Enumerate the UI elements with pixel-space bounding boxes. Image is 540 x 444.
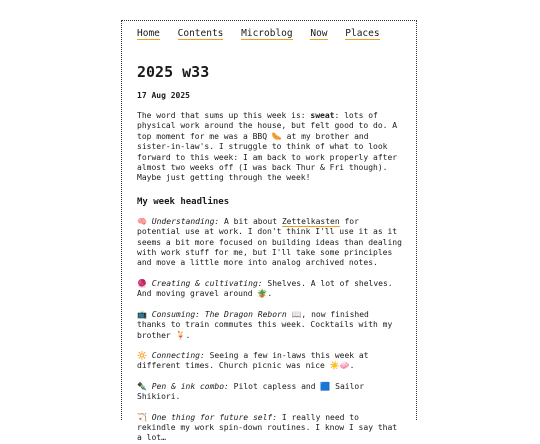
headline-creating: [137, 279, 402, 300]
tv-icon: 📺: [137, 309, 147, 319]
yarn-icon: 🧶: [137, 278, 147, 288]
headline-text: for potential use at work. I don't think I'll use it as it seems a bit more focused on building ideas than dealing with work stuff for me, but I'll take some principles and move a little more into analog archived notes.: [137, 216, 402, 268]
headline-consuming: [137, 310, 402, 341]
nav-now[interactable]: Now: [310, 28, 328, 39]
headline-text: I really need to rekindle my work spin-down routines. I know I say that a lot…: [137, 412, 398, 443]
page-container: [121, 20, 417, 443]
headline-text: 📖, now finished thanks to train commutes this week. Cocktails with my brother 🍹.: [137, 309, 393, 340]
headline-label: Creating & cultivating:: [151, 278, 263, 288]
brain-icon: 🧠: [137, 216, 147, 226]
headline-label: Pen & ink combo:: [151, 381, 229, 391]
post-date: 17 Aug 2025: [137, 91, 190, 100]
intro-paragraph: [137, 111, 402, 184]
headline-connecting: [137, 351, 402, 372]
intro-pre: The word that sums up this week is:: [137, 111, 311, 120]
headline-label: Connecting:: [151, 350, 205, 360]
headline-text-pre: A bit about: [219, 216, 282, 226]
section-title: My week headlines: [137, 196, 230, 207]
pen-icon: ✒️: [137, 381, 147, 391]
headline-label: Consuming: The Dragon Reborn: [151, 309, 287, 319]
nav-contents[interactable]: Contents: [177, 28, 224, 39]
top-nav: [137, 28, 402, 39]
headline-label: Understanding:: [151, 216, 220, 226]
headline-understanding: [137, 217, 402, 269]
headline-text: Pilot capless and 🟦 Sailor Shikiori.: [137, 381, 365, 402]
intro-bold: sweat: [310, 111, 335, 120]
nav-home[interactable]: Home: [137, 28, 160, 39]
headline-label: One thing for future self:: [151, 412, 278, 422]
nav-microblog[interactable]: Microblog: [241, 28, 293, 39]
sun-icon: 🔆: [137, 350, 147, 360]
intro-rest: : lots of physical work around the house, but felt good to do. A top moment for me was a BBQ 🌭 at my brother and sister-in-law's. I struggle to think of what to look forward to this week: I am back to work properly after almost two weeks off (I was back Thur & Fri though). Maybe just getting through the week!: [137, 111, 398, 183]
headline-text: Shelves. A lot of shelves. And moving gravel around 🪴.: [137, 278, 393, 299]
headline-future-self: [137, 413, 402, 444]
page-title: 2025 w33: [137, 63, 210, 81]
bow-arrow-icon: 🏹: [137, 412, 147, 422]
zettelkasten-link[interactable]: Zettelkasten: [281, 216, 340, 226]
headline-text: Seeing a few in-laws this week at different times. Church picnic was nice ☀️🧼.: [137, 350, 369, 371]
headline-pen-ink: [137, 382, 402, 403]
nav-places[interactable]: Places: [345, 28, 380, 39]
